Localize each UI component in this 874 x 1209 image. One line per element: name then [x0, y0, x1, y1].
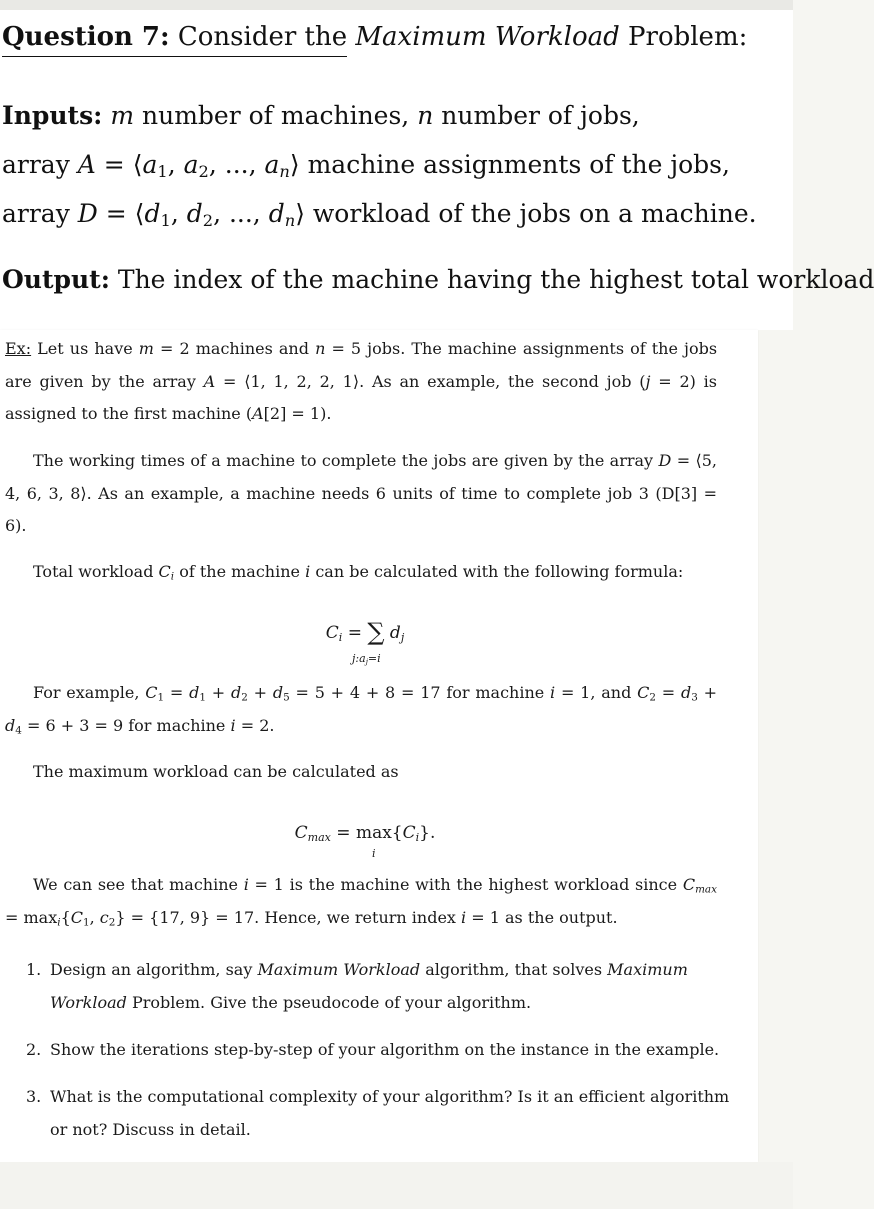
inputs-label: Inputs: [2, 101, 103, 130]
example-paragraph-4: For example, $C_1 = d_1 + d_2 + d_5 = 5 + 4 + 8 = 17$ for machine i = 1, and $C_2 = d_3 + d_4 = 6 + 3 = 9$ for machine i = 2. [5, 683, 718, 737]
output-label: Output: [2, 265, 110, 294]
question-title: Question 7: Consider the Maximum Workload Problem: [2, 20, 747, 57]
example-paragraph-3: Total workload $C_i$ of the machine i can be calculated with the following formula: [33, 562, 684, 583]
example-paragraph-5: The maximum workload can be calculated as [33, 762, 399, 781]
example-paragraph-1: Ex: Let us have m = 2 machines and n = 5 jobs. The machine assignments of the jobs are given by the array A = ⟨1, 1, 2, 2, 1⟩. As an example, the second job (j = 2) is assigned to the first machine (A[2] = 1). [5, 339, 718, 423]
example-paragraph-6: We can see that machine i = 1 is the machine with the highest workload since $C_{max} = \max_i\{C_1$, $c_2\} = \{17$, 9} = 17. Hence, we return index i = 1 as the output. [5, 875, 717, 929]
list-item: 3. What is the computational complexity of your algorithm? Is it an efficient algorithm or not? Discuss in detail. [26, 1087, 730, 1139]
list-item: 2. Show the iterations step-by-step of your algorithm on the instance in the example. [26, 1040, 720, 1059]
example-paragraph-2: The working times of a machine to complete the jobs are given by the array D = ⟨5, 4, 6, 3, 8⟩. As an example, a machine needs 6 units of time to complete job 3 (D[3] = 6). [5, 451, 717, 535]
task-list [26, 953, 732, 1160]
bottom-band [0, 1162, 793, 1209]
inputs-line-2: array $A = ⟨a_1$, $a_2$, ..., $a_n⟩$ machine assignments of the jobs, [2, 150, 730, 182]
output-line: Output: The index of the machine having the highest total workload [2, 265, 874, 294]
question-label: Question 7: Consider the [2, 20, 347, 57]
top-band [0, 0, 793, 10]
max-formula: $C_{max} = \max\{C_i\}$. i [294, 823, 436, 860]
list-item: 1. Design an algorithm, say Maximum Workload algorithm, that solves Maximum Workload Problem. Give the pseudocode of your algorithm. [26, 960, 688, 1012]
problem-name: Maximum Workload [355, 22, 620, 52]
workload-formula: $C_i$ = ∑ $d_j$ $j:a_j=i$ [325, 618, 405, 666]
inputs-line-1: Inputs: m number of machines, n number of jobs, [2, 101, 640, 130]
inputs-line-3: array $D = ⟨d_1$, $d_2$, ..., $d_n⟩$ workload of the jobs on a machine. [2, 199, 757, 231]
